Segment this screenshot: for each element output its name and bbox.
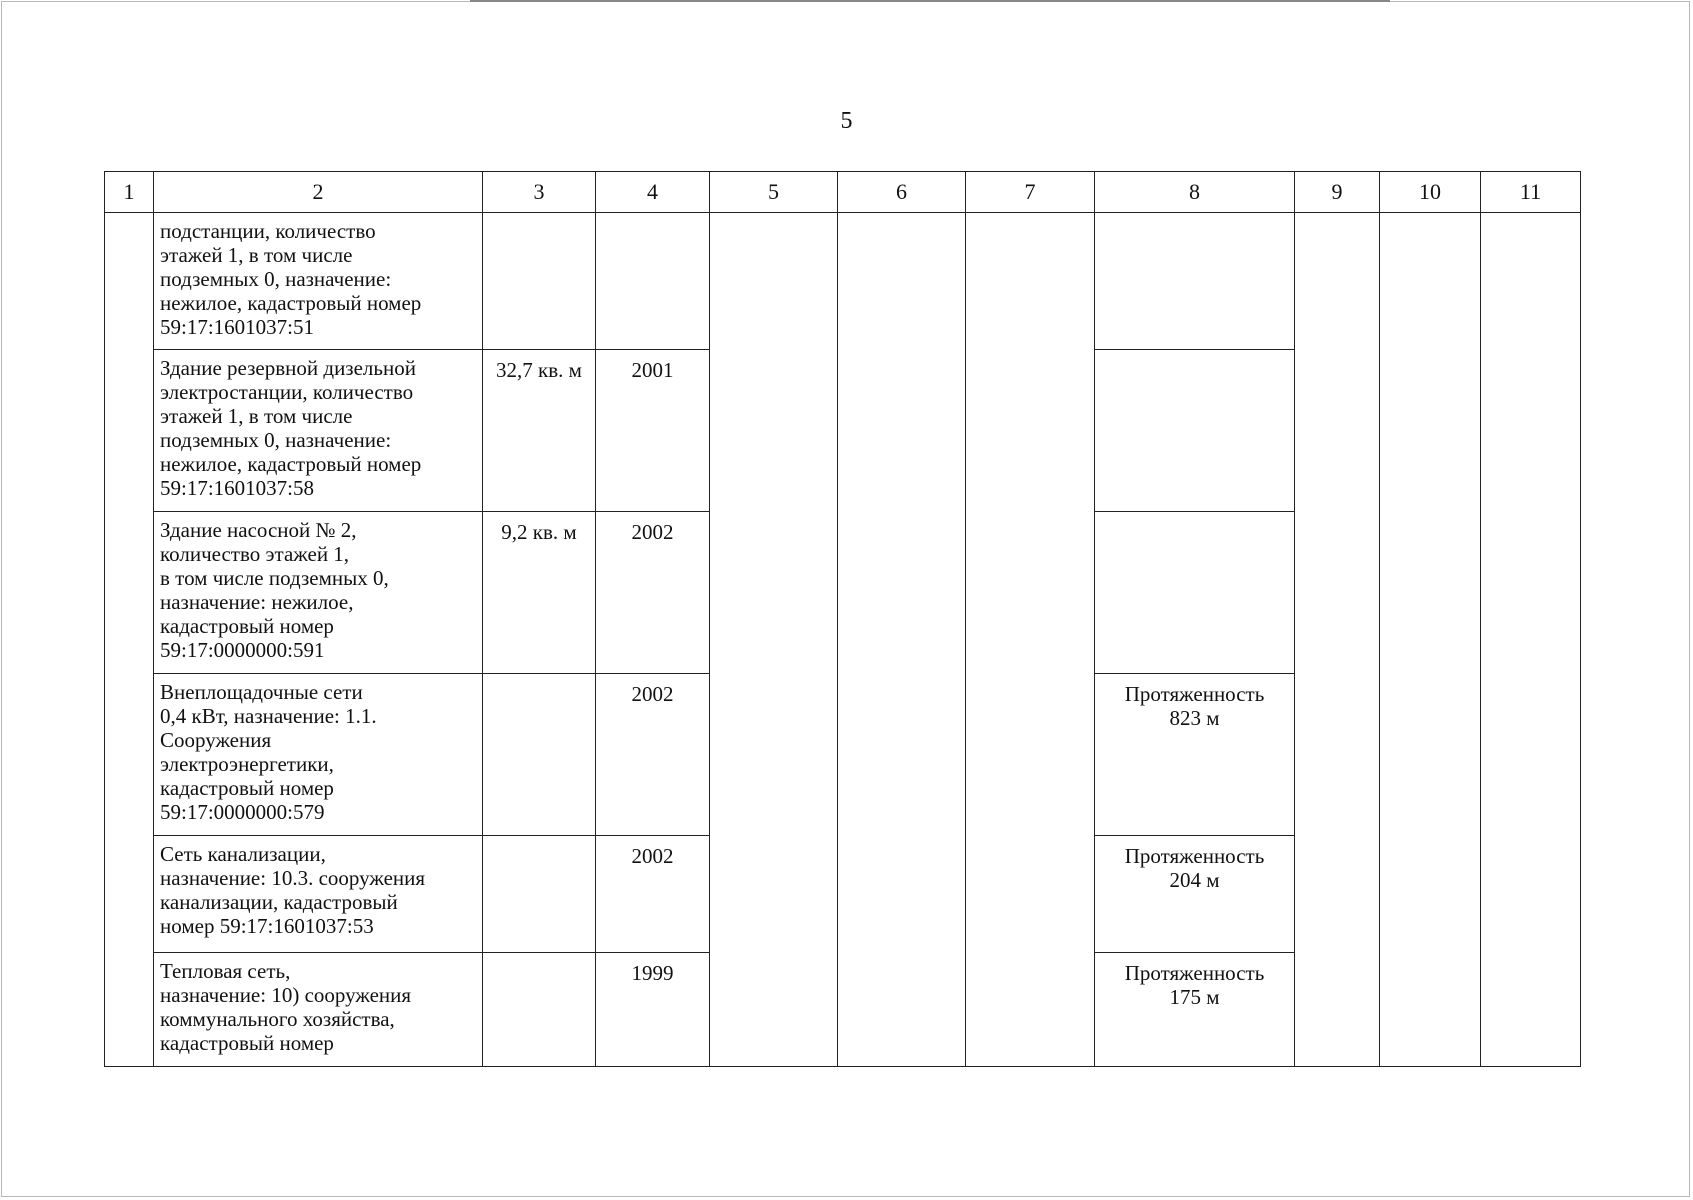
column-header-9: 9 xyxy=(1295,172,1380,213)
scan-top-rule xyxy=(470,0,1390,2)
description-line: Сеть канализации, xyxy=(160,842,326,866)
cell-col5-merged xyxy=(710,213,838,1067)
column-header-4: 4 xyxy=(596,172,710,213)
cell-col10-merged xyxy=(1380,213,1481,1067)
description-line: этажей 1, в том числе xyxy=(160,243,353,267)
cell-col7-merged xyxy=(966,213,1095,1067)
cell-area xyxy=(483,674,596,836)
column-header-11: 11 xyxy=(1481,172,1581,213)
extent-label: Протяженность xyxy=(1124,844,1265,868)
description-line: Сооружения xyxy=(160,728,272,752)
description-line: количество этажей 1, xyxy=(160,542,350,566)
cell-year: 2002 xyxy=(596,512,710,674)
description-line: назначение: 10.3. сооружения xyxy=(160,866,426,890)
description-line: коммунального хозяйства, xyxy=(160,1007,395,1031)
description-line: кадастровый номер xyxy=(160,776,334,800)
description-line: кадастровый номер xyxy=(160,1031,334,1055)
column-header-5: 5 xyxy=(710,172,838,213)
description-line: 59:17:0000000:579 xyxy=(160,800,325,824)
cell-col6-merged xyxy=(838,213,966,1067)
column-header-8: 8 xyxy=(1095,172,1295,213)
description-line: кадастровый номер xyxy=(160,614,334,638)
description-line: электростанции, количество xyxy=(160,380,414,404)
cell-area xyxy=(483,953,596,1067)
cell-area: 9,2 кв. м xyxy=(483,512,596,674)
description-line: нежилое, кадастровый номер xyxy=(160,291,422,315)
description-line: 0,4 кВт, назначение: 1.1. xyxy=(160,704,377,728)
cell-description xyxy=(154,350,483,512)
cell-year: 1999 xyxy=(596,953,710,1067)
table-row xyxy=(105,213,1581,350)
column-header-6: 6 xyxy=(838,172,966,213)
cell-year: 2001 xyxy=(596,350,710,512)
header-row xyxy=(105,172,1581,213)
cell-description xyxy=(154,674,483,836)
cell-year: 2002 xyxy=(596,836,710,953)
cell-extent xyxy=(1095,836,1295,953)
cell-area xyxy=(483,213,596,350)
cell-extent xyxy=(1095,350,1295,512)
description-line: Внеплощадочные сети xyxy=(160,680,363,704)
cell-extent xyxy=(1095,213,1295,350)
description-line: в том числе подземных 0, xyxy=(160,566,389,590)
page-number: 5 xyxy=(840,108,853,134)
cell-description xyxy=(154,213,483,350)
cell-description xyxy=(154,512,483,674)
column-header-2: 2 xyxy=(154,172,483,213)
property-registry-table xyxy=(104,171,1581,1067)
description-line: 59:17:1601037:58 xyxy=(160,476,315,500)
extent-value: 823 м xyxy=(1169,706,1220,730)
cell-extent xyxy=(1095,674,1295,836)
column-header-7: 7 xyxy=(966,172,1095,213)
description-line: 59:17:1601037:51 xyxy=(160,315,315,339)
description-line: Здание насосной № 2, xyxy=(160,518,357,542)
cell-extent xyxy=(1095,512,1295,674)
cell-year: 2002 xyxy=(596,674,710,836)
description-line: канализации, кадастровый xyxy=(160,890,398,914)
cell-col1-merged xyxy=(105,213,154,1067)
column-header-3: 3 xyxy=(483,172,596,213)
cell-extent xyxy=(1095,953,1295,1067)
extent-label: Протяженность xyxy=(1124,961,1265,985)
cell-col11-merged xyxy=(1481,213,1581,1067)
description-line: подстанции, количество xyxy=(160,219,376,243)
extent-label: Протяженность xyxy=(1124,682,1265,706)
cell-description xyxy=(154,836,483,953)
extent-value: 175 м xyxy=(1169,985,1220,1009)
description-line: электроэнергетики, xyxy=(160,752,334,776)
description-line: назначение: нежилое, xyxy=(160,590,354,614)
cell-year xyxy=(596,213,710,350)
column-header-10: 10 xyxy=(1380,172,1481,213)
description-line: нежилое, кадастровый номер xyxy=(160,452,422,476)
cell-area: 32,7 кв. м xyxy=(483,350,596,512)
description-line: Тепловая сеть, xyxy=(160,959,291,983)
cell-col9-merged xyxy=(1295,213,1380,1067)
column-header-1: 1 xyxy=(105,172,154,213)
description-line: подземных 0, назначение: xyxy=(160,428,392,452)
description-line: подземных 0, назначение: xyxy=(160,267,392,291)
cell-area xyxy=(483,836,596,953)
cell-description xyxy=(154,953,483,1067)
description-line: этажей 1, в том числе xyxy=(160,404,353,428)
description-line: назначение: 10) сооружения xyxy=(160,983,412,1007)
extent-value: 204 м xyxy=(1169,868,1220,892)
description-line: 59:17:0000000:591 xyxy=(160,638,325,662)
description-line: номер 59:17:1601037:53 xyxy=(160,914,374,938)
description-line: Здание резервной дизельной xyxy=(160,356,416,380)
